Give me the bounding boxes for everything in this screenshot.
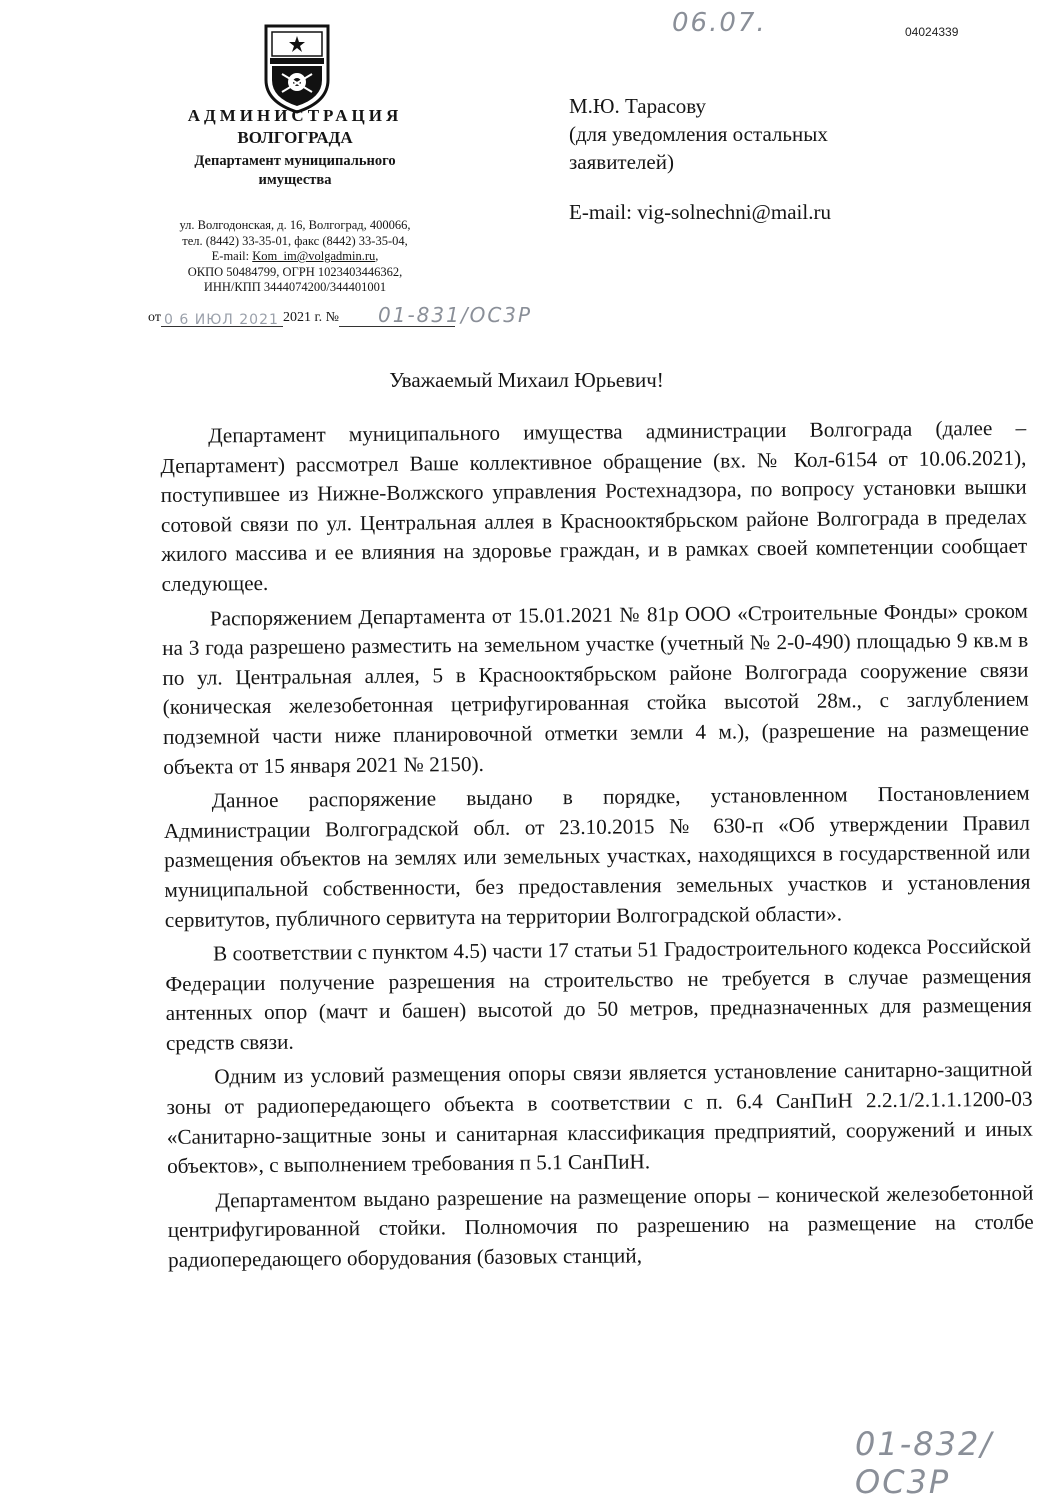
year-label: 2021 г. № — [282, 310, 339, 325]
email-prefix: E-mail: — [211, 249, 253, 264]
phone-line: тел. (8442) 33-35-01, факс (8442) 33-35-04, — [182, 233, 408, 248]
dept-email-link[interactable]: Kom_im@volgadmin.ru — [252, 249, 376, 264]
email-line — [160, 249, 430, 265]
handwritten-date: 06.07. — [672, 8, 767, 38]
recipient-block — [569, 92, 828, 176]
salutation: Уважаемый Михаил Юрьевич! — [389, 368, 664, 392]
recipient-email: E-mail: vig-solnechni@mail.ru — [569, 200, 831, 224]
letter-body — [160, 414, 1034, 1281]
paragraph: Данное распоряжение выдано в порядке, установленном Постановлением Администрации Волгоградской обл. от 23.10.2015 № 630-п «Об утверждении Правил размещения объектов на землях или земельных участках, находящихся в государственной или муниципальной собственности, без предоставления земельных участков и установления сервитутов, публичного сервитута на территории Волгоградской области». — [163, 780, 1031, 932]
recipient-name: М.Ю. Тарасову — [569, 94, 706, 118]
email-suffix: , — [375, 249, 379, 264]
from-label: от — [148, 310, 161, 325]
handwritten-ref-number: 01-831/ОС3Р — [378, 303, 533, 327]
org-name-line1: АДМИНИСТРАЦИЯ — [187, 106, 403, 125]
inn-line: ИНН/КПП 3444074200/344401001 — [203, 280, 387, 295]
paragraph: Департаментом выдано разрешение на размещение опоры – конической железобетонной центрифугированной стойки. Полномочия по разрешению на размещение на столбе радиопередающего оборудования (базовых станций, — [167, 1180, 1034, 1272]
paragraph: В соответствии с пунктом 4.5) части 17 статьи 51 Градостроительного кодекса Российской Федерации получение разрешения на строительство не требуется в случае размещения антенных опор (мачт и башен) высотой до 50 метров, предназначенных для размещения средств связи. — [165, 933, 1032, 1055]
paragraph: Одним из условий размещения опоры связи является установление санитарно-защитной зоны от радиопередающего объекта в соответствии с п. 6.4 СанПиН 2.2.1/2.1.1.1200-03 «Санитарно-защитные зоны и санитарная классификация предприятий, сооружений и иных объектов», с выполнением требования п 5.1 СанПиН. — [166, 1057, 1033, 1179]
recipient-note-line2: заявителей) — [569, 150, 674, 174]
dept-line2: имущества — [258, 172, 332, 188]
okpo-line: ОКПО 50484799, ОГРН 1023403446362, — [187, 264, 403, 279]
department-name — [160, 152, 430, 190]
paragraph: Распоряжением Департамента от 15.01.2021 № 81р ООО «Строительные Фонды» сроком на 3 года разрешено разместить на земельном участке (учетный № 2-0-490) площадью 9 кв.м в по ул. Центральная аллея, 5 в Краснооктябрьском районе Волгограда сооружение связи (коническая железобетонная цетрифугированная стойка высотой 28м., с заглублением подземной части ниже планировочной отметки земли 4 м.), (разрешение на размещение объекта от 15 января 2021 № 2150). — [162, 598, 1030, 779]
address-block — [160, 218, 430, 296]
dept-line1: Департамент муниципального — [194, 153, 396, 169]
document-number: 04024339 — [905, 25, 959, 39]
date-stamp: 0 6 ИЮЛ 2021 — [164, 312, 279, 328]
recipient-note-line1: (для уведомления остальных — [569, 122, 828, 146]
paragraph: Департамент муниципального имущества администрации Волгограда (далее – Департамент) рассмотрел Ваше коллективное обращение (вх. № Кол-6154 от 10.06.2021), поступившее из Нижне-Волжского управления Ростехнадзора, по вопросу установки вышки сотовой связи по ул. Центральная аллея в Краснооктябрьском районе Волгограда в пределах жилого массива и ее влияния на здоровье граждан, и в рамках своей компетенции сообщает следующее. — [160, 415, 1028, 596]
volgograd-coat-of-arms-icon — [262, 22, 332, 114]
handwritten-bottom-number: 01-832/ОС3Р — [855, 1425, 994, 1501]
address-line: ул. Волгодонская, д. 16, Волгоград, 400066, — [179, 218, 411, 232]
org-name-line2: ВОЛГОГРАДА — [237, 128, 353, 147]
